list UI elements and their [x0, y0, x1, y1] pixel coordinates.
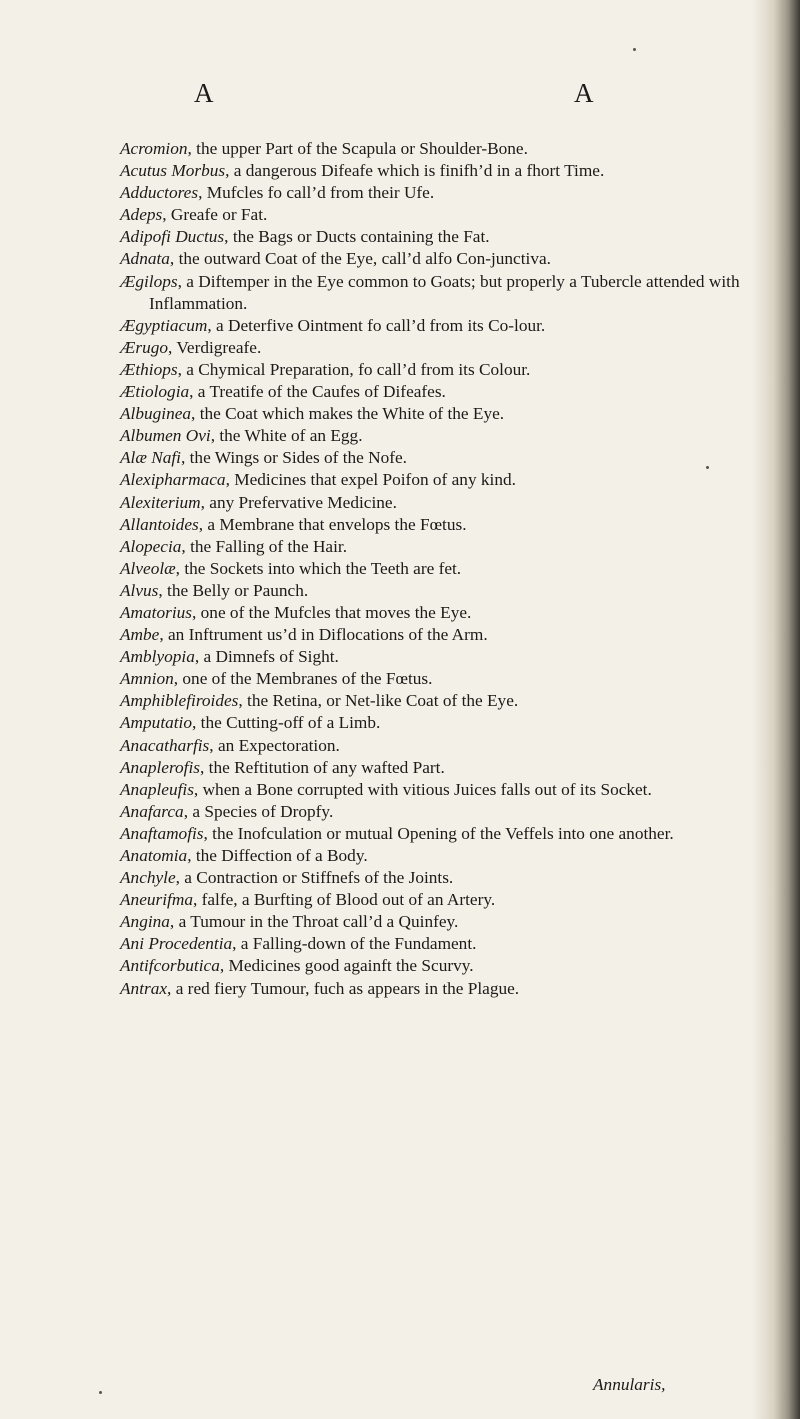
- entry-term: Aneurifma: [120, 890, 193, 910]
- entry-term: Ægilops: [120, 271, 178, 291]
- entry-term: Anaplerofis: [120, 757, 201, 777]
- ink-speck: [99, 1391, 102, 1394]
- entry-definition: the White of an Egg.: [215, 426, 363, 446]
- entry-term: Adductores: [120, 183, 199, 203]
- entry-definition: an Expectoration.: [213, 735, 340, 755]
- entry-definition: any Prefervative Medicine.: [204, 492, 397, 512]
- entry-definition: the Sockets into which the Teeth are fet.: [180, 558, 462, 578]
- running-head-right-letter: A: [574, 78, 595, 108]
- entry-term: Albumen Ovi: [120, 426, 211, 446]
- entry-term: Albuginea: [120, 404, 192, 424]
- entry-definition: a Falling-down of the Fundament.: [236, 934, 477, 954]
- entry-comma: ,: [232, 934, 237, 954]
- entry-term: Antrax: [120, 978, 168, 998]
- entry-term: Angina: [120, 912, 170, 932]
- glossary-entry: [120, 425, 765, 447]
- entry-definition: a Chymical Preparation, fo call’d from its Colour.: [181, 359, 531, 379]
- entry-term: Allantoides: [120, 514, 199, 534]
- glossary-entry: [120, 668, 765, 690]
- glossary-entry: [120, 403, 765, 425]
- entry-term: Ambe: [120, 625, 160, 645]
- entry-comma: ,: [209, 735, 214, 755]
- entry-comma: ,: [187, 139, 192, 158]
- glossary-entry: [120, 447, 765, 469]
- entry-term: Amatorius: [120, 602, 193, 622]
- entry-definition: the Bags or Ducts containing the Fat.: [228, 227, 490, 247]
- glossary-entry: [120, 624, 765, 646]
- entry-comma: ,: [225, 470, 230, 490]
- entry-definition: a Contraction or Stiffnefs of the Joints.: [179, 868, 454, 888]
- entry-term: Amputatio: [120, 713, 193, 733]
- entry-comma: ,: [167, 978, 172, 998]
- entry-comma: ,: [198, 514, 204, 534]
- entry-comma: ,: [168, 337, 173, 357]
- entry-term: Anaftamofis: [120, 823, 204, 843]
- entry-comma: ,: [158, 580, 163, 600]
- entry-definition: a red fiery Tumour, fuch as appears in the Plague.: [171, 978, 520, 998]
- glossary-entry: [120, 801, 765, 823]
- glossary-entry: [120, 469, 765, 491]
- entry-comma: ,: [183, 801, 189, 821]
- entry-definition: a Dimnefs of Sight.: [199, 647, 339, 667]
- entry-comma: ,: [181, 536, 186, 556]
- entry-comma: ,: [175, 558, 180, 578]
- entry-definition: Greafe or Fat.: [166, 205, 268, 225]
- glossary-entries: [120, 138, 765, 1000]
- entry-definition: the Reftitution of any wafted Part.: [204, 757, 445, 777]
- entry-term: Alopecia: [120, 536, 182, 556]
- entry-comma: ,: [169, 912, 175, 932]
- glossary-entry: [120, 712, 765, 734]
- entry-comma: ,: [189, 382, 194, 402]
- ink-speck: [633, 48, 636, 51]
- entry-comma: ,: [192, 713, 197, 733]
- ink-speck: [706, 466, 709, 469]
- entry-term: Amblyopia: [120, 647, 195, 667]
- glossary-entry: [120, 933, 765, 955]
- entry-comma: ,: [194, 647, 200, 667]
- entry-comma: ,: [224, 227, 229, 247]
- entry-term: Adnata: [120, 249, 170, 269]
- running-head: [0, 78, 800, 118]
- entry-definition: a dangerous Difeafe which is finifh’d in a fhort Time.: [229, 161, 605, 181]
- entry-definition: the outward Coat of the Eye, call’d alfo Con-junctiva.: [174, 249, 551, 269]
- entry-definition: Medicines that expel Poifon of any kind.: [229, 470, 516, 490]
- glossary-entry: [120, 867, 765, 889]
- entry-definition: falfe, a Burfting of Blood out of an Artery.: [197, 890, 496, 910]
- entry-definition: a Treatife of the Caufes of Difeafes.: [193, 382, 446, 402]
- entry-definition: a Tumour in the Throat call’d a Quinfey.: [174, 912, 459, 932]
- entry-term: Alvus: [120, 580, 159, 600]
- glossary-entry: [120, 978, 765, 1000]
- entry-comma: ,: [198, 183, 203, 203]
- entry-comma: ,: [180, 448, 186, 468]
- entry-definition: a Membrane that envelops the Fœtus.: [203, 514, 467, 534]
- glossary-entry: [120, 735, 765, 757]
- entry-term: Æthiops: [120, 359, 178, 379]
- catchword: Annularis,: [593, 1375, 666, 1394]
- entry-comma: ,: [162, 205, 167, 225]
- entry-comma: ,: [177, 359, 182, 379]
- entry-definition: one of the Mufcles that moves the Eye.: [196, 602, 472, 622]
- entry-term: Amphiblefiroides: [120, 691, 239, 711]
- glossary-entry: [120, 160, 765, 182]
- glossary-entry: [120, 536, 765, 558]
- glossary-entry: [120, 381, 765, 403]
- entry-definition: the Coat which makes the White of the Eye.: [195, 404, 505, 424]
- glossary-entry: [120, 757, 765, 779]
- entry-definition: Verdigreafe.: [172, 337, 262, 357]
- entry-comma: ,: [238, 691, 243, 711]
- entry-term: Anapleufis: [120, 779, 194, 799]
- entry-term: Anafarca: [120, 801, 184, 821]
- glossary-entry: [120, 690, 765, 712]
- entry-term: Anchyle: [120, 868, 176, 888]
- glossary-entry: [120, 580, 765, 602]
- entry-comma: ,: [159, 625, 164, 645]
- entry-definition: Medicines good againft the Scurvy.: [224, 956, 474, 976]
- entry-definition: the Retina, or Net-like Coat of the Eye.: [242, 691, 519, 711]
- entry-term: Ægyptiacum: [120, 315, 208, 335]
- entry-term: Alæ Nafi: [120, 448, 181, 468]
- entry-term: Amnion: [120, 669, 174, 689]
- entry-comma: ,: [200, 492, 205, 512]
- entry-term: Adipofi Ductus: [120, 227, 225, 247]
- entry-definition: the upper Part of the Scapula or Shoulder-Bone.: [191, 139, 528, 158]
- entry-comma: ,: [192, 890, 198, 910]
- entry-comma: ,: [191, 404, 196, 424]
- entry-definition: the Inofculation or mutual Opening of the Veffels into one another.: [207, 823, 674, 843]
- entry-definition: an Inftrument us’d in Diflocations of the Arm.: [163, 625, 488, 645]
- entry-term: Antifcorbutica: [120, 956, 220, 976]
- entry-comma: ,: [169, 249, 175, 269]
- entry-term: Acutus Morbus: [120, 161, 226, 181]
- entry-definition: the Belly or Paunch.: [162, 580, 309, 600]
- entry-comma: ,: [175, 868, 180, 888]
- glossary-entry: [120, 646, 765, 668]
- glossary-entry: [120, 823, 765, 845]
- glossary-entry: [120, 492, 765, 514]
- entry-comma: ,: [210, 426, 216, 446]
- entry-comma: ,: [207, 315, 212, 335]
- entry-term: Ætiologia: [120, 382, 190, 402]
- entry-definition: the Diffection of a Body.: [191, 846, 368, 865]
- entry-comma: ,: [200, 757, 205, 777]
- entry-term: Ani Procedentia: [120, 934, 233, 954]
- glossary-entry: [120, 558, 765, 580]
- running-head-left-letter: A: [194, 78, 215, 108]
- glossary-entry: [120, 955, 765, 977]
- entry-term: Adeps: [120, 205, 163, 225]
- entry-term: Acromion: [120, 139, 188, 158]
- glossary-entry: [120, 602, 765, 624]
- entry-definition: the Wings or Sides of the Nofe.: [185, 448, 407, 468]
- glossary-entry: [120, 514, 765, 536]
- entry-term: Alveolæ: [120, 558, 176, 578]
- entry-comma: ,: [192, 602, 197, 622]
- entry-comma: ,: [187, 846, 192, 865]
- glossary-entry: [120, 889, 765, 911]
- glossary-entry: [120, 226, 765, 248]
- entry-comma: ,: [177, 271, 182, 291]
- entry-term: Alexipharmaca: [120, 470, 226, 490]
- entry-definition: Mufcles fo call’d from their Ufe.: [202, 183, 435, 203]
- glossary-entry: [120, 779, 765, 801]
- entry-comma: ,: [219, 956, 225, 976]
- entry-definition: when a Bone corrupted with vitious Juices falls out of its Socket.: [198, 779, 652, 799]
- entry-definition: a Species of Dropfy.: [188, 801, 334, 821]
- glossary-entry: [120, 248, 765, 270]
- glossary-entry: [120, 138, 765, 160]
- glossary-entry: [120, 204, 765, 226]
- entry-definition: a Diftemper in the Eye common to Goats; but properly a Tubercle attended with Inflammation.: [149, 271, 740, 313]
- entry-definition: the Falling of the Hair.: [185, 536, 348, 556]
- entry-definition: one of the Membranes of the Fœtus.: [178, 669, 433, 689]
- glossary-entry: [120, 337, 765, 359]
- entry-comma: ,: [173, 669, 179, 689]
- entry-comma: ,: [225, 161, 230, 181]
- glossary-entry: [120, 315, 765, 337]
- glossary-entry: [120, 845, 765, 867]
- entry-term: Anacatharfis: [120, 735, 210, 755]
- entry-term: Ærugo: [120, 337, 169, 357]
- entry-term: Anatomia: [120, 846, 188, 865]
- entry-definition: the Cutting-off of a Limb.: [196, 713, 381, 733]
- glossary-entry: [120, 182, 765, 204]
- entry-definition: a Deterfive Ointment fo call’d from its Co-lour.: [211, 315, 546, 335]
- glossary-entry: [120, 911, 765, 933]
- glossary-entry: [120, 271, 765, 315]
- entry-term: Alexiterium: [120, 492, 201, 512]
- entry-comma: ,: [193, 779, 199, 799]
- glossary-entry: [120, 359, 765, 381]
- entry-comma: ,: [203, 823, 208, 843]
